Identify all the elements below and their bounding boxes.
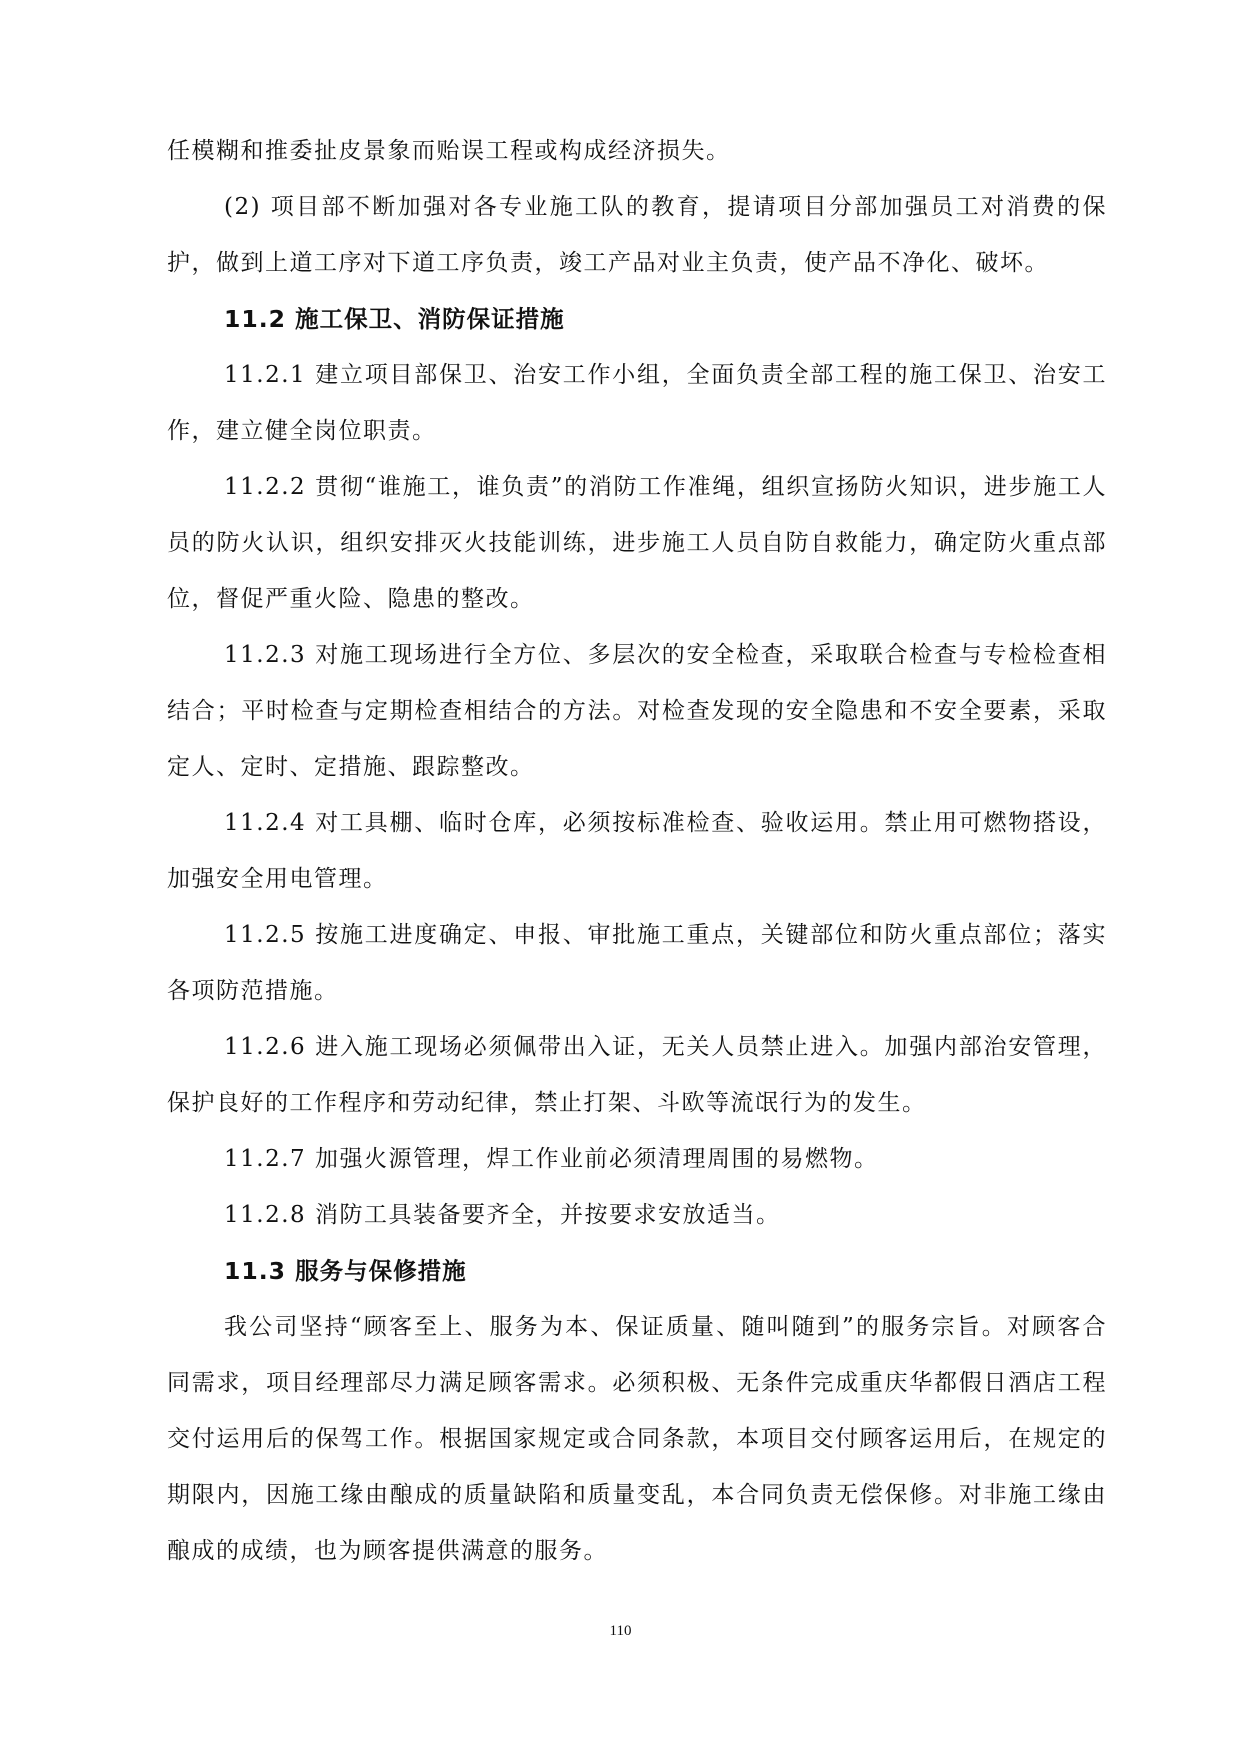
paragraph-11-2-2: 11.2.2 贯彻“谁施工，谁负责”的消防工作准绳，组织宣扬防火知识，进步施工人员的防火认识，组织安排灭火技能训练，进步施工人员自防自救能力，确定防火重点部位，督促严重火险、隐患的整改。 bbox=[167, 474, 1107, 612]
page-body bbox=[167, 123, 1107, 1579]
section-heading-11-3: 11.3 服务与保修措施 bbox=[224, 1257, 467, 1285]
paragraph-11-2-8: 11.2.8 消防工具装备要齐全，并按要求安放适当。 bbox=[224, 1202, 781, 1228]
paragraph-11-2-1: 11.2.1 建立项目部保卫、治安工作小组，全面负责全部工程的施工保卫、治安工作，建立健全岗位职责。 bbox=[167, 362, 1107, 444]
paragraph-continuation: 任模糊和推委扯皮景象而贻误工程或构成经济损失。 bbox=[167, 138, 731, 164]
paragraph-11-2-7: 11.2.7 加强火源管理，焊工作业前必须清理周围的易燃物。 bbox=[224, 1146, 879, 1172]
page-number: 110 bbox=[609, 1623, 632, 1639]
section-heading-11-2: 11.2 施工保卫、消防保证措施 bbox=[224, 305, 565, 333]
paragraph-item-2: (2) 项目部不断加强对各专业施工队的教育，提请项目分部加强员工对消费的保护，做到上道工序对下道工序负责，竣工产品对业主负责，使产品不净化、破坏。 bbox=[167, 194, 1107, 276]
paragraph-11-2-4: 11.2.4 对工具棚、临时仓库，必须按标准检查、验收运用。禁止用可燃物搭设，加强安全用电管理。 bbox=[167, 810, 1107, 892]
paragraph-11-2-6: 11.2.6 进入施工现场必须佩带出入证，无关人员禁止进入。加强内部治安管理，保护良好的工作程序和劳动纪律，禁止打架、斗欧等流氓行为的发生。 bbox=[167, 1034, 1107, 1116]
paragraph-11-2-3: 11.2.3 对施工现场进行全方位、多层次的安全检查，采取联合检查与专检检查相结合；平时检查与定期检查相结合的方法。对检查发现的安全隐患和不安全要素，采取定人、定时、定措施、跟踪整改。 bbox=[167, 642, 1107, 780]
paragraph-11-2-5: 11.2.5 按施工进度确定、申报、审批施工重点，关键部位和防火重点部位；落实各项防范措施。 bbox=[167, 922, 1107, 1004]
paragraph-service-policy: 我公司坚持“顾客至上、服务为本、保证质量、随叫随到”的服务宗旨。对顾客合同需求，项目经理部尽力满足顾客需求。必须积极、无条件完成重庆华都假日酒店工程交付运用后的保驾工作。根据国家规定或合同条款，本项目交付顾客运用后，在规定的期限内，因施工缘由酿成的质量缺陷和质量变乱，本合同负责无偿保修。对非施工缘由酿成的成绩，也为顾客提供满意的服务。 bbox=[167, 1314, 1107, 1564]
